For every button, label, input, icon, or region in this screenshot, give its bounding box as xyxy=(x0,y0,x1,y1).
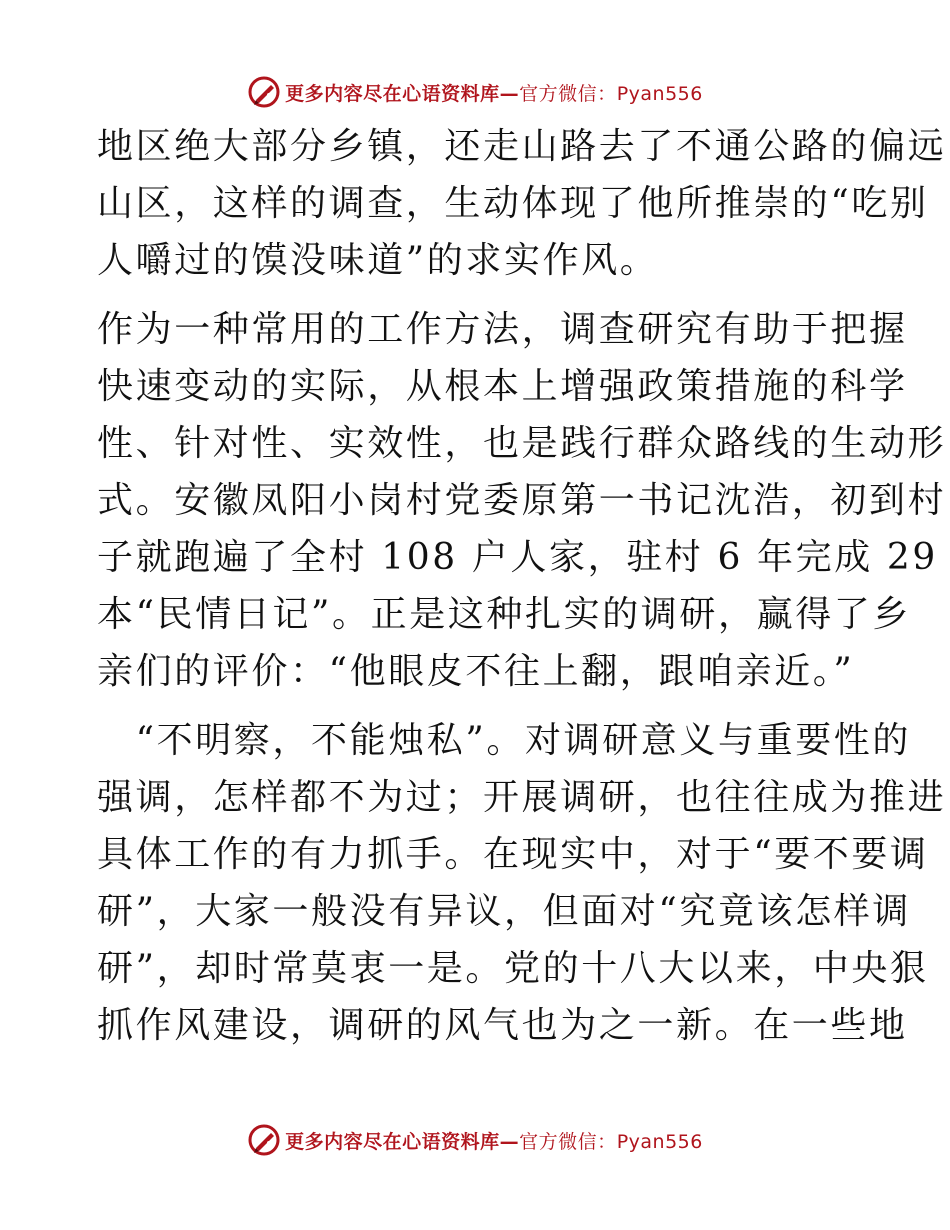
header-wechat-id: Pyan556 xyxy=(616,82,703,105)
text-line: 地区绝大部分乡镇，还走山路去了不通公路的偏远 xyxy=(97,126,947,167)
text-line: 性、针对性、实效性，也是践行群众路线的生动形 xyxy=(97,423,947,464)
text-line: 山区，这样的调查，生动体现了他所推崇的“吃别 xyxy=(97,183,929,224)
text-line: 研”，却时常莫衷一是。党的十八大以来，中央狠 xyxy=(97,948,929,989)
document-body xyxy=(97,118,947,1054)
footer-wechat-id: Pyan556 xyxy=(616,1130,703,1153)
paragraph-2 xyxy=(97,301,947,700)
paragraph-3 xyxy=(97,712,947,1054)
text-line: 作为一种常用的工作方法，调查研究有助于把握 xyxy=(97,309,908,350)
header-banner xyxy=(0,72,950,112)
header-text xyxy=(285,79,703,106)
footer-banner xyxy=(0,1120,950,1160)
text-line: 亲们的评价：“他眼皮不往上翻，跟咱亲近。” xyxy=(97,651,855,692)
text-line: 人嚼过的馍没味道”的求实作风。 xyxy=(97,240,659,281)
footer-separator: — xyxy=(499,1130,520,1153)
text-line: 子就跑遍了全村 108 户人家，驻村 6 年完成 29 xyxy=(97,537,938,578)
footer-brand: 更多内容尽在心语资料库 xyxy=(285,1130,500,1153)
text-line: 本“民情日记”。正是这种扎实的调研，赢得了乡 xyxy=(97,594,912,635)
header-brand: 更多内容尽在心语资料库 xyxy=(285,82,500,105)
pen-logo-icon xyxy=(247,75,281,109)
text-line: “不明察，不能烛私”。对调研意义与重要性的 xyxy=(97,720,912,761)
text-line: 式。安徽凤阳小岗村党委原第一书记沈浩，初到村 xyxy=(97,480,947,521)
text-line: 研”，大家一般没有异议，但面对“究竟该怎样调 xyxy=(97,891,912,932)
header-wechat-label: 官方微信： xyxy=(519,82,617,105)
footer-text xyxy=(285,1127,703,1154)
text-line: 快速变动的实际，从根本上增强政策措施的科学 xyxy=(97,366,908,407)
paragraph-1 xyxy=(97,118,947,289)
header-separator: — xyxy=(499,82,520,105)
text-line: 强调，怎样都不为过；开展调研，也往往成为推进 xyxy=(97,777,947,818)
pen-logo-icon xyxy=(247,1123,281,1157)
text-line: 具体工作的有力抓手。在现实中，对于“要不要调 xyxy=(97,834,929,875)
footer-wechat-label: 官方微信： xyxy=(519,1130,617,1153)
text-line: 抓作风建设，调研的风气也为之一新。在一些地 xyxy=(97,1005,908,1046)
